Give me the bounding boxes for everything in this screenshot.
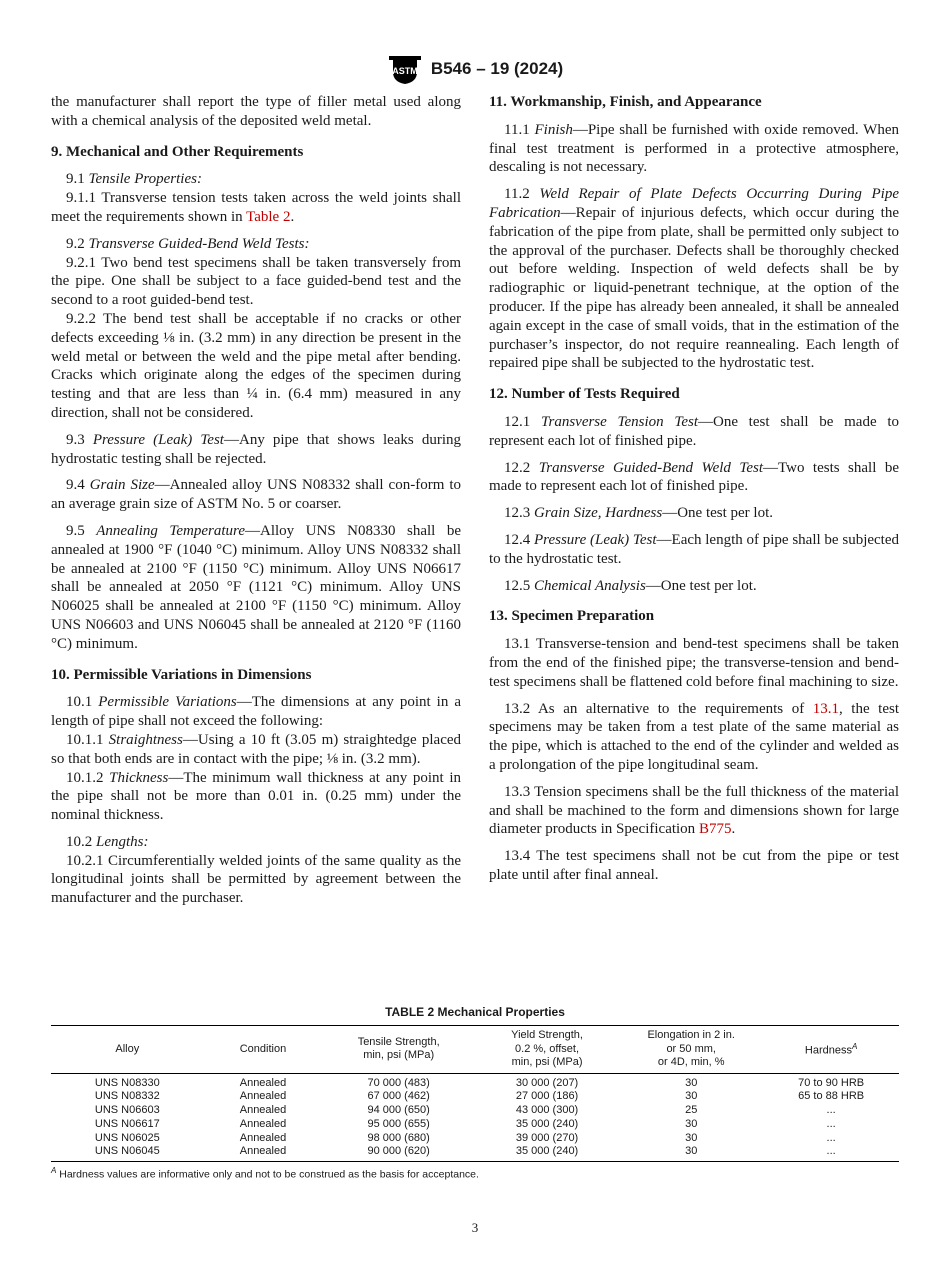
- section-11-heading: 11. Workmanship, Finish, and Appearance: [489, 94, 762, 110]
- paragraph-12-4: 12.4 Pressure (Leak) Test—Each length of pipe shall be subjected to the hydrostatic test.: [489, 531, 899, 567]
- cell-hardness: 70 to 90 HRB: [798, 1076, 865, 1089]
- table-row: [51, 1073, 899, 1090]
- table-row: [51, 1104, 899, 1118]
- paragraph-12-3: 12.3 Grain Size, Hardness—One test per lot.: [504, 505, 774, 522]
- cell-yield: 39 000 (270): [515, 1131, 579, 1144]
- cell-yield: 43 000 (300): [515, 1104, 579, 1117]
- table-footnote: $^A$ Hardness values are informative only and not to be construed as the basis for acceptance.: [51, 1166, 479, 1181]
- mechanical-properties-table-block: [51, 1005, 899, 1181]
- cell-yield: 30 000 (207): [515, 1076, 579, 1089]
- paragraph-9-2-2: 9.2.2 The bend test shall be acceptable if no cracks or other defects exceeding ⅛ in. (3.2 mm) in any direction be present in the weld metal or between the weld and the pipe metal after bending. Cracks which originate along the edges of the specimen during testing and that are less than ¼ in. (6.4 mm) measured in any direction, shall not be considered.: [51, 310, 461, 421]
- right-column: [489, 93, 899, 893]
- table-2-link[interactable]: Table 2: [246, 208, 291, 225]
- paragraph-13-1: 13.1 Transverse-tension and bend-test specimens shall be taken from the end of the finished pipe; the transverse-tension and bend-test specimens shall be flattened cold before final machining to size.: [489, 636, 899, 690]
- left-column: [51, 93, 461, 916]
- paragraph-9-2-1: 9.2.1 Two bend test specimens shall be taken transversely from the pipe. One shall be subject to a face guided-bend test and the second to a root guided-bend test.: [51, 254, 461, 309]
- cell-condition: Annealed: [239, 1076, 287, 1089]
- section-10-heading: 10. Permissible Variations in Dimensions: [51, 666, 312, 683]
- page-header: [0, 52, 950, 86]
- cell-tensile: 95 000 (655): [367, 1117, 430, 1130]
- page-number: 3: [471, 1220, 479, 1235]
- table-row: [51, 1090, 899, 1104]
- cell-yield: 35 000 (240): [475, 1145, 619, 1161]
- cell-alloy: UNS N06025: [94, 1131, 160, 1144]
- paragraph-9-1: 9.1 Tensile Properties:: [66, 171, 202, 188]
- paragraph-intro: the manufacturer shall report the type of filler metal used along with a chemical analysis of the deposited weld metal.: [51, 94, 461, 129]
- cell-alloy: UNS N06045: [51, 1145, 204, 1161]
- paragraph-9-3: 9.3 Pressure (Leak) Test—Any pipe that shows leaks during hydrostatic testing shall be rejected.: [51, 431, 462, 467]
- paragraph-13-4: 13.4 The test specimens shall not be cut from the pipe or test plate until after final anneal.: [489, 848, 899, 883]
- paragraph-13-3: 13.3 Tension specimens shall be the full thickness of the material and shall be machined to the form and dimensions shown for large diameter products in Specification B775.: [489, 783, 899, 838]
- cell-elongation: 30: [685, 1076, 698, 1089]
- paragraph-10-2-1: 10.2.1 Circumferentially welded joints of the same quality as the longitudinal joints shall be permitted by agreement between the manufacturer and the purchaser.: [51, 852, 461, 907]
- paragraph-9-4: 9.4 Grain Size—Annealed alloy UNS N08332 shall con-form to an average grain size of ASTM No. 5 or coarser.: [51, 477, 461, 513]
- table-row: [51, 1132, 899, 1146]
- paragraph-11-1: 11.1 Finish—Pipe shall be furnished with oxide removed. When final test treatment is performed in a protective atmosphere, descaling is not necessary.: [489, 121, 899, 176]
- paragraph-13-2: 13.2 As an alternative to the requirements of 13.1, the test specimens may be taken from a test plate of the same material as the pipe, which is attached to the end of the cylinder and welded as a prolongation of the pipe longitudinal seam.: [489, 700, 900, 773]
- table-row: [51, 1118, 899, 1132]
- header-hardness: Hardness$^A$: [763, 1026, 899, 1074]
- cell-condition: Annealed: [239, 1131, 287, 1144]
- cell-yield: 27 000 (186): [515, 1090, 579, 1103]
- cell-tensile: 98 000 (680): [367, 1131, 430, 1144]
- cell-hardness: ...: [826, 1131, 836, 1144]
- table-header-row: [51, 1026, 899, 1074]
- cell-tensile: 70 000 (483): [367, 1076, 430, 1089]
- cell-elongation: 30: [685, 1131, 698, 1144]
- cell-alloy: UNS N08332: [94, 1090, 160, 1103]
- header-condition: Condition: [204, 1026, 323, 1074]
- header-elongation: Elongation in 2 in. or 50 mm, or 4D, min, %: [619, 1026, 763, 1074]
- b775-link[interactable]: B775: [698, 821, 732, 838]
- table-row: [51, 1145, 899, 1161]
- mechanical-properties-table: [51, 1025, 899, 1162]
- paragraph-12-1: 12.1 Transverse Tension Test—One test shall be made to represent each lot of finished pipe.: [489, 413, 899, 449]
- paragraph-9-2: 9.2 Transverse Guided-Bend Weld Tests:: [66, 235, 310, 252]
- cell-tensile: 90 000 (620): [322, 1145, 475, 1161]
- section-9-heading: 9. Mechanical and Other Requirements: [51, 143, 304, 160]
- cell-yield: 35 000 (240): [515, 1117, 579, 1130]
- astm-logo-icon: [387, 52, 423, 86]
- cell-alloy: UNS N08330: [94, 1076, 160, 1089]
- table-title: TABLE 2 Mechanical Properties: [385, 1005, 565, 1019]
- cell-hardness: ...: [826, 1117, 836, 1130]
- paragraph-10-1-2: 10.1.2 Thickness—The minimum wall thickness at any point in the pipe shall not be more than 0.01 in. (0.25 mm) under the nominal thickness.: [51, 769, 462, 824]
- cell-elongation: 30: [685, 1117, 698, 1130]
- cell-elongation: 30: [685, 1090, 698, 1103]
- paragraph-10-2: 10.2 Lengths:: [66, 833, 149, 850]
- header-alloy: Alloy: [51, 1026, 204, 1074]
- paragraph-12-5: 12.5 Chemical Analysis—One test per lot.: [504, 577, 757, 594]
- cell-condition: Annealed: [239, 1104, 287, 1117]
- cell-hardness: ...: [826, 1104, 836, 1117]
- paragraph-10-1: 10.1 Permissible Variations—The dimensions at any point in a length of pipe shall not exceed the following:: [51, 694, 461, 730]
- cell-elongation: 25: [685, 1104, 698, 1117]
- cell-condition: Annealed: [204, 1145, 323, 1161]
- cell-condition: Annealed: [239, 1090, 287, 1103]
- paragraph-9-5: 9.5 Annealing Temperature—Alloy UNS N08330 shall be annealed at 1900 °F (1040 °C) minimum. Alloy UNS N08332 shall be annealed at 2100 °F (1150 °C) minimum. Alloy UNS N06617 shall be annealed at 2050 °F (1121 °C) minimum. Alloy UNS N06025 shall be annealed at 2100 °F (1150 °C) minimum. Alloy UNS N06603 and UNS N06045 shall be annealed at 2120 °F (1160 °C) minimum.: [51, 522, 462, 652]
- document-designation: B546 – 19 (2024): [430, 59, 564, 78]
- cell-alloy: UNS N06603: [94, 1104, 160, 1117]
- paragraph-12-2: 12.2 Transverse Guided-Bend Weld Test—Two tests shall be made to represent each lot of finished pipe.: [489, 459, 899, 495]
- cell-elongation: 30: [619, 1145, 763, 1161]
- cell-alloy: UNS N06617: [94, 1117, 160, 1130]
- section-13-1-link[interactable]: 13.1: [812, 700, 839, 717]
- cell-tensile: 67 000 (462): [367, 1090, 430, 1103]
- svg-text:ASTM: ASTM: [392, 66, 418, 76]
- section-12-heading: 12. Number of Tests Required: [489, 386, 680, 403]
- cell-hardness: 65 to 88 HRB: [798, 1090, 865, 1103]
- paragraph-9-1-1: 9.1.1 Transverse tension tests taken across the weld joints shall meet the requirements shown in Table 2.: [51, 190, 461, 225]
- paragraph-11-2: 11.2 Weld Repair of Plate Defects Occurring During Pipe Fabrication—Repair of injurious defects, which occur during the fabrication of the pipe from plate, shall be permitted only subject to the approval of the purchaser. Defects shall be thoroughly checked out before welding. Inspection of weld defects shall be by radiographic or liquid-penetrant technique, at the option of the producer. If the pipe has already been annealed, it shall be annealed again except in the case of small voids, that in the estimation of the purchaser’s inspector, do not require reannealing. Each length of repaired pipe shall be subjected to the hydrostatic test.: [489, 186, 900, 372]
- cell-condition: Annealed: [239, 1117, 287, 1130]
- cell-tensile: 94 000 (650): [367, 1104, 430, 1117]
- cell-hardness: ...: [763, 1145, 899, 1161]
- header-yield: Yield Strength, 0.2 %, offset, min, psi (MPa): [475, 1026, 619, 1074]
- header-tensile: Tensile Strength, min, psi (MPa): [322, 1026, 475, 1074]
- paragraph-10-1-1: 10.1.1 Straightness—Using a 10 ft (3.05 m) straightedge placed so that both ends are in contact with the pipe; ⅛ in. (3.2 mm).: [51, 731, 462, 767]
- section-13-heading: 13. Specimen Preparation: [489, 608, 655, 625]
